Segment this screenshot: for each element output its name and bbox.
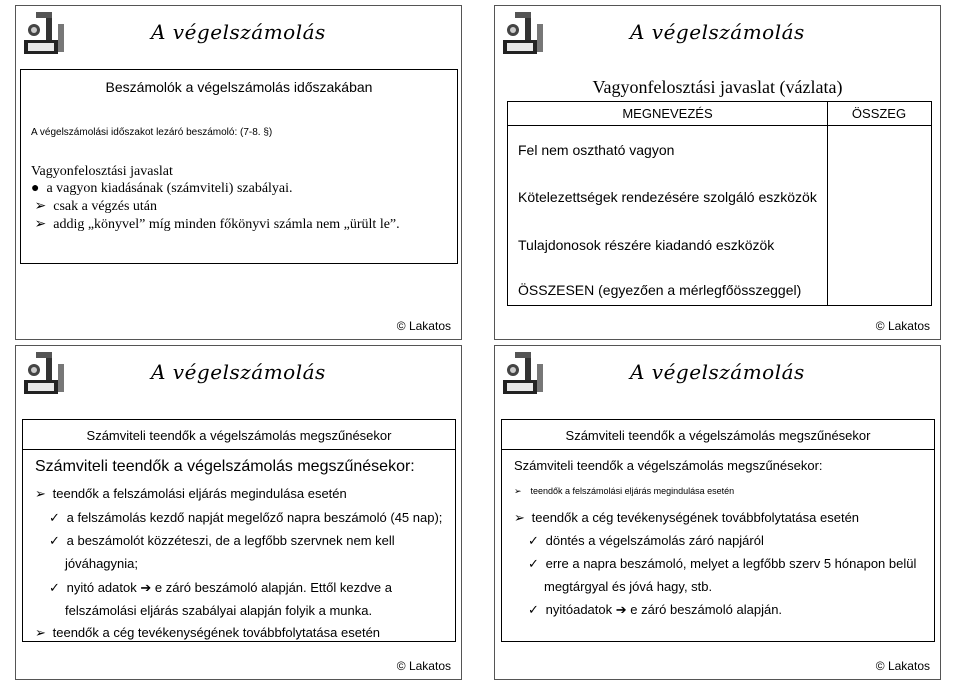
table-row: Fel nem osztható vagyon <box>518 142 675 158</box>
table-row: Kötelezettségek rendezésére szolgáló eszközök <box>518 189 817 205</box>
checkmark-icon: ✓ <box>49 580 60 595</box>
slide-heading: Beszámolók a végelszámolás időszakában <box>105 79 373 95</box>
column-header-amount: ÖSSZEG <box>851 106 907 121</box>
proposal-label: Vagyonfelosztási javaslat <box>31 164 173 179</box>
box-heading: Számviteli teendők a végelszámolás megszűnésekor <box>86 428 392 443</box>
check-item-continued: felszámolási eljárás szabályai alapján folyik a munka. <box>65 603 373 618</box>
slide-2 <box>494 5 941 340</box>
table-row: Tulajdonosok részére kiadandó eszközök <box>518 237 775 253</box>
microscope-logo-icon <box>22 10 66 56</box>
bullet-item: ➢ teendők a cég tevékenységének továbbfolytatása esetén <box>514 510 860 525</box>
copyright-footer: © Lakatos <box>396 319 451 333</box>
box-divider <box>502 449 934 450</box>
copyright-footer: © Lakatos <box>875 659 930 673</box>
right-arrow-icon: ➔ <box>615 602 627 617</box>
check-item: ✓ a beszámolót közzéteszi, de a legfőbb szervnek nem kell <box>49 533 395 548</box>
table-column-divider <box>827 102 828 305</box>
arrow-bullet-icon: ➢ <box>514 510 525 525</box>
copyright-footer: © Lakatos <box>875 319 930 333</box>
slide-title: A végelszámolás <box>151 360 326 384</box>
checkmark-icon: ✓ <box>528 533 539 548</box>
bullet-item: ➢ teendők a cég tevékenységének továbbfolytatása esetén <box>35 625 381 640</box>
check-item: ✓ nyitó adatok ➔ e záró beszámoló alapján. Ettől kezdve a <box>49 580 392 595</box>
slide-title: A végelszámolás <box>630 360 805 384</box>
checkmark-icon: ✓ <box>49 510 60 525</box>
table-total-row: ÖSSZESEN (egyezően a mérlegfőösszeggel) <box>518 282 802 298</box>
check-item-continued: jóváhagynia; <box>65 556 138 571</box>
box-divider <box>23 449 455 450</box>
arrow-bullet-icon: ➢ <box>35 625 46 640</box>
period-note: A végelszámolási időszakot lezáró beszámoló: (7-8. §) <box>31 127 273 138</box>
microscope-logo-icon <box>501 350 545 396</box>
bullet-dot-icon: ● <box>31 181 43 196</box>
slide-title: A végelszámolás <box>630 20 805 44</box>
bullet-item: ➢ teendők a felszámolási eljárás megindulása esetén <box>514 486 735 496</box>
check-item-continued: megtárgyal és jóvá hagy, stb. <box>544 579 713 594</box>
slide-heading: Vagyonfelosztási javaslat (vázlata) <box>592 77 843 97</box>
bullet-item: ● a vagyon kiadásának (számviteli) szabályai. <box>31 181 293 196</box>
copyright-footer: © Lakatos <box>396 659 451 673</box>
arrow-bullet-icon: ➢ <box>35 486 46 501</box>
box-heading: Számviteli teendők a végelszámolás megszűnésekor <box>565 428 871 443</box>
bullet-item: ➢ teendők a felszámolási eljárás megindulása esetén <box>35 486 347 501</box>
arrow-bullet-icon: ➢ <box>514 486 522 496</box>
bullet-item: ➢ addig „könyvel” míg minden főkönyvi számla nem „ürült le”. <box>34 217 400 232</box>
table-header-divider <box>508 125 931 126</box>
slide-4 <box>494 345 941 680</box>
check-item: ✓ erre a napra beszámoló, melyet a legfőbb szerv 5 hónapon belül <box>528 556 917 571</box>
check-item: ✓ nyitóadatok ➔ e záró beszámoló alapján. <box>528 602 783 617</box>
section-subtitle: Számviteli teendők a végelszámolás megszűnésekor: <box>514 458 823 473</box>
proposal-table <box>507 101 932 306</box>
right-arrow-icon: ➔ <box>140 580 152 595</box>
arrow-bullet-icon: ➢ <box>34 217 47 232</box>
checkmark-icon: ✓ <box>49 533 60 548</box>
checkmark-icon: ✓ <box>528 602 539 617</box>
checkmark-icon: ✓ <box>528 556 539 571</box>
column-header-name: MEGNEVEZÉS <box>622 106 713 121</box>
microscope-logo-icon <box>501 10 545 56</box>
bullet-item: ➢ csak a végzés után <box>34 199 158 214</box>
slide-title: A végelszámolás <box>151 20 326 44</box>
slide-3 <box>15 345 462 680</box>
content-box <box>501 419 935 642</box>
slide-1 <box>15 5 462 340</box>
check-item: ✓ döntés a végelszámolás záró napjáról <box>528 533 764 548</box>
arrow-bullet-icon: ➢ <box>34 199 47 214</box>
microscope-logo-icon <box>22 350 66 396</box>
content-box <box>22 419 456 642</box>
check-item: ✓ a felszámolás kezdő napját megelőző napra beszámoló (45 nap); <box>49 510 443 525</box>
section-subtitle: Számviteli teendők a végelszámolás megszűnésekor: <box>35 458 415 475</box>
content-box <box>20 69 458 264</box>
